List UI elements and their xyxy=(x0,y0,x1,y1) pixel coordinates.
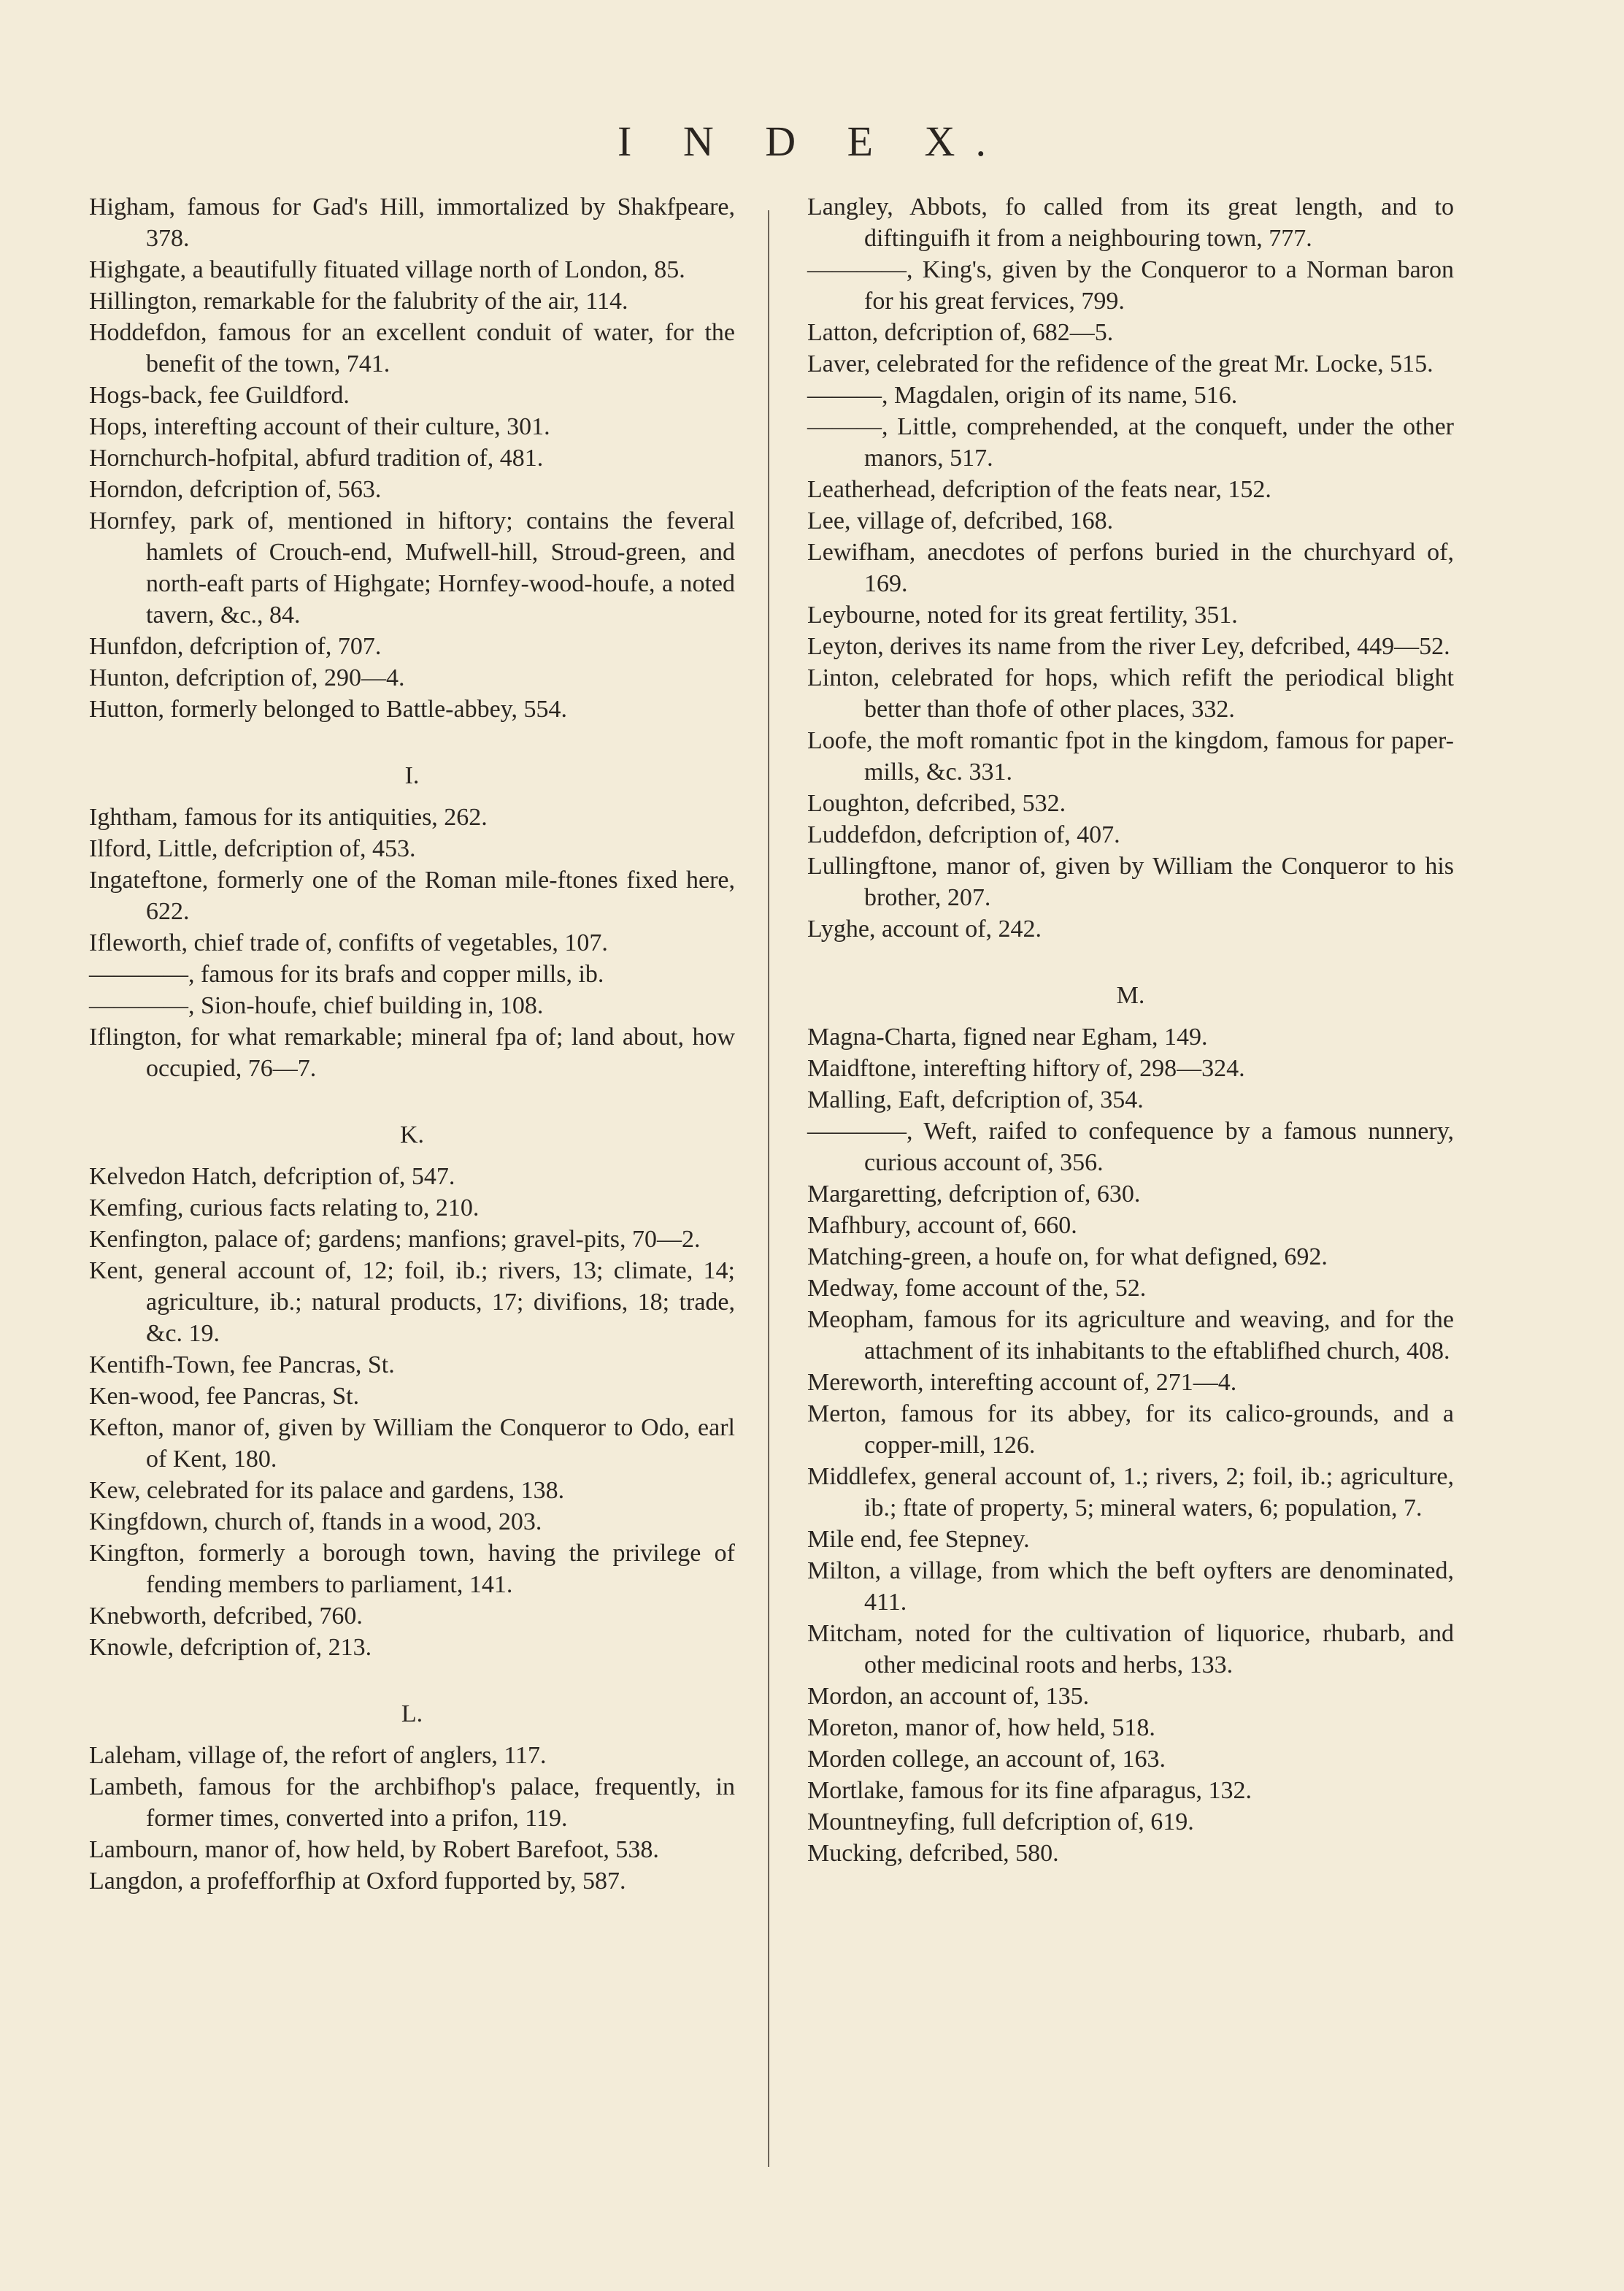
index-entry: Hillington, remarkable for the falubrity of the air, 114. xyxy=(89,288,628,315)
index-entry: Kingfdown, church of, ftands in a wood, 203. xyxy=(89,1508,542,1535)
index-entry: Hornfey, park of, mentioned in hiftory; contains the feveral hamlets of Crouch-end, Mufwell-hill, Stroud-green, and north-eaft parts of Highgate; Hornfey-wood-houfe, a noted tavern, &c., 84. xyxy=(89,507,735,629)
index-entry: ————, Sion-houfe, chief building in, 108. xyxy=(89,992,544,1019)
index-entry: Kefton, manor of, given by William the Conqueror to Odo, earl of Kent, 180. xyxy=(89,1414,735,1473)
index-entry: Margaretting, defcription of, 630. xyxy=(807,1181,1141,1208)
index-entry: ———, Little, comprehended, at the conqueft, under the other manors, 517. xyxy=(807,413,1454,472)
index-entry: Laver, celebrated for the refidence of the great Mr. Locke, 515. xyxy=(807,350,1433,377)
index-entry: Kemfing, curious facts relating to, 210. xyxy=(89,1194,480,1221)
section-letter-heading: M. xyxy=(1116,982,1145,1009)
index-entry: Magna-Charta, figned near Egham, 149. xyxy=(807,1024,1208,1051)
index-entry: Merton, famous for its abbey, for its calico-grounds, and a copper-mill, 126. xyxy=(807,1400,1454,1459)
index-entry: Mitcham, noted for the cultivation of liquorice, rhubarb, and other medicinal roots and herbs, 133. xyxy=(807,1620,1454,1678)
index-entry: Highgate, a beautifully fituated village north of London, 85. xyxy=(89,256,685,283)
index-entry: Kelvedon Hatch, defcription of, 547. xyxy=(89,1163,455,1190)
index-entry: Matching-green, a houfe on, for what defigned, 692. xyxy=(807,1243,1328,1270)
index-entry: Middlefex, general account of, 1.; rivers, 2; foil, ib.; agriculture, ib.; ftate of property, 5; mineral waters, 6; population, 7. xyxy=(807,1463,1454,1521)
index-entry: Latton, defcription of, 682—5. xyxy=(807,319,1114,346)
index-entry: Ifleworth, chief trade of, confifts of vegetables, 107. xyxy=(89,929,608,956)
index-entry: Hunfdon, defcription of, 707. xyxy=(89,633,382,660)
index-entry: Loofe, the moft romantic fpot in the kingdom, famous for paper-mills, &c. 331. xyxy=(807,727,1454,786)
index-entry: Malling, Eaft, defcription of, 354. xyxy=(807,1086,1144,1113)
index-entry: Langley, Abbots, fo called from its great length, and to diftinguifh it from a neighbouring town, 777. xyxy=(807,193,1454,252)
section-letter-heading: L. xyxy=(401,1700,423,1727)
column-divider xyxy=(768,210,769,2167)
index-entry: ————, famous for its brafs and copper mills, ib. xyxy=(89,961,604,988)
index-entry: Milton, a village, from which the beft oyfters are denominated, 411. xyxy=(807,1557,1454,1616)
index-entry: Hops, interefting account of their culture, 301. xyxy=(89,413,550,440)
index-entry: ————, Weft, raifed to confequence by a famous nunnery, curious account of, 356. xyxy=(807,1118,1454,1176)
index-entry: Higham, famous for Gad's Hill, immortalized by Shakfpeare, 378. xyxy=(89,193,735,252)
index-entry: Ightham, famous for its antiquities, 262. xyxy=(89,804,488,831)
index-column-right xyxy=(807,191,1454,1869)
index-entry: Loughton, defcribed, 532. xyxy=(807,790,1066,817)
index-entry: Luddefdon, defcription of, 407. xyxy=(807,821,1120,848)
index-entry: Maidftone, interefting hiftory of, 298—324. xyxy=(807,1055,1245,1082)
index-entry: Knowle, defcription of, 213. xyxy=(89,1634,372,1661)
index-entry: Hunton, defcription of, 290—4. xyxy=(89,664,405,691)
index-entry: Leatherhead, defcription of the feats near, 152. xyxy=(807,476,1271,503)
index-entry: ————, King's, given by the Conqueror to a Norman baron for his great fervices, 799. xyxy=(807,256,1454,315)
index-entry: Medway, fome account of the, 52. xyxy=(807,1275,1147,1302)
index-entry: Kew, celebrated for its palace and gardens, 138. xyxy=(89,1477,565,1504)
index-entry: Leyton, derives its name from the river Ley, defcribed, 449—52. xyxy=(807,633,1450,660)
section-letter-heading: K. xyxy=(399,1121,425,1148)
index-entry: Iflington, for what remarkable; mineral fpa of; land about, how occupied, 76—7. xyxy=(89,1024,735,1082)
index-entry: Leybourne, noted for its great fertility, 351. xyxy=(807,602,1238,629)
index-entry: Hoddefdon, famous for an excellent conduit of water, for the benefit of the town, 741. xyxy=(89,319,735,377)
index-entry: Mereworth, interefting account of, 271—4. xyxy=(807,1369,1237,1396)
section-letter-heading: I. xyxy=(404,762,420,789)
index-entry: Kent, general account of, 12; foil, ib.; rivers, 13; climate, 14; agriculture, ib.; natural products, 17; divifions, 18; trade, &c. 19. xyxy=(89,1257,735,1347)
index-entry: Kingfton, formerly a borough town, having the privilege of fending members to parliament, 141. xyxy=(89,1540,735,1598)
index-entry: Ilford, Little, defcription of, 453. xyxy=(89,835,416,862)
index-entry: Mortlake, famous for its fine afparagus, 132. xyxy=(807,1777,1252,1804)
index-entry: Lambourn, manor of, how held, by Robert Barefoot, 538. xyxy=(89,1836,659,1863)
index-entry: Horndon, defcription of, 563. xyxy=(89,476,382,503)
index-entry: Lee, village of, defcribed, 168. xyxy=(807,507,1114,534)
index-entry: Langdon, a profefforfhip at Oxford fupported by, 587. xyxy=(89,1868,626,1895)
index-column-left xyxy=(89,191,735,1897)
index-entry: Mile end, fee Stepney. xyxy=(807,1526,1030,1553)
index-entry: Linton, celebrated for hops, which refift the periodical blight better than thofe of other places, 332. xyxy=(807,664,1454,723)
index-entry: ———, Magdalen, origin of its name, 516. xyxy=(807,382,1238,409)
index-entry: Mucking, defcribed, 580. xyxy=(807,1840,1059,1867)
index-entry: Knebworth, defcribed, 760. xyxy=(89,1603,363,1630)
index-entry: Laleham, village of, the refort of anglers, 117. xyxy=(89,1742,547,1769)
index-entry: Mountneyfing, full defcription of, 619. xyxy=(807,1808,1194,1835)
index-entry: Lullingftone, manor of, given by William the Conqueror to his brother, 207. xyxy=(807,853,1454,911)
index-entry: Mordon, an account of, 135. xyxy=(807,1683,1090,1710)
index-entry: Ken-wood, fee Pancras, St. xyxy=(89,1383,360,1410)
index-entry: Meopham, famous for its agriculture and weaving, and for the attachment of its inhabitants to the eftablifhed church, 408. xyxy=(807,1306,1454,1365)
index-entry: Hornchurch-hofpital, abfurd tradition of, 481. xyxy=(89,445,544,472)
index-entry: Hutton, formerly belonged to Battle-abbey, 554. xyxy=(89,696,567,723)
index-entry: Moreton, manor of, how held, 518. xyxy=(807,1714,1155,1741)
index-entry: Ingateftone, formerly one of the Roman mile-ftones fixed here, 622. xyxy=(89,867,735,925)
index-entry: Hogs-back, fee Guildford. xyxy=(89,382,350,409)
index-entry: Lambeth, famous for the archbifhop's palace, frequently, in former times, converted into a prifon, 119. xyxy=(89,1773,735,1832)
index-entry: Mafhbury, account of, 660. xyxy=(807,1212,1077,1239)
index-entry: Lyghe, account of, 242. xyxy=(807,916,1042,943)
index-entry: Kentifh-Town, fee Pancras, St. xyxy=(89,1351,395,1378)
index-entry: Morden college, an account of, 163. xyxy=(807,1746,1166,1773)
page-title: I N D E X. xyxy=(617,118,1007,165)
index-entry: Kenfington, palace of; gardens; manfions; gravel-pits, 70—2. xyxy=(89,1226,701,1253)
index-entry: Lewifham, anecdotes of perfons buried in the churchyard of, 169. xyxy=(807,539,1454,597)
